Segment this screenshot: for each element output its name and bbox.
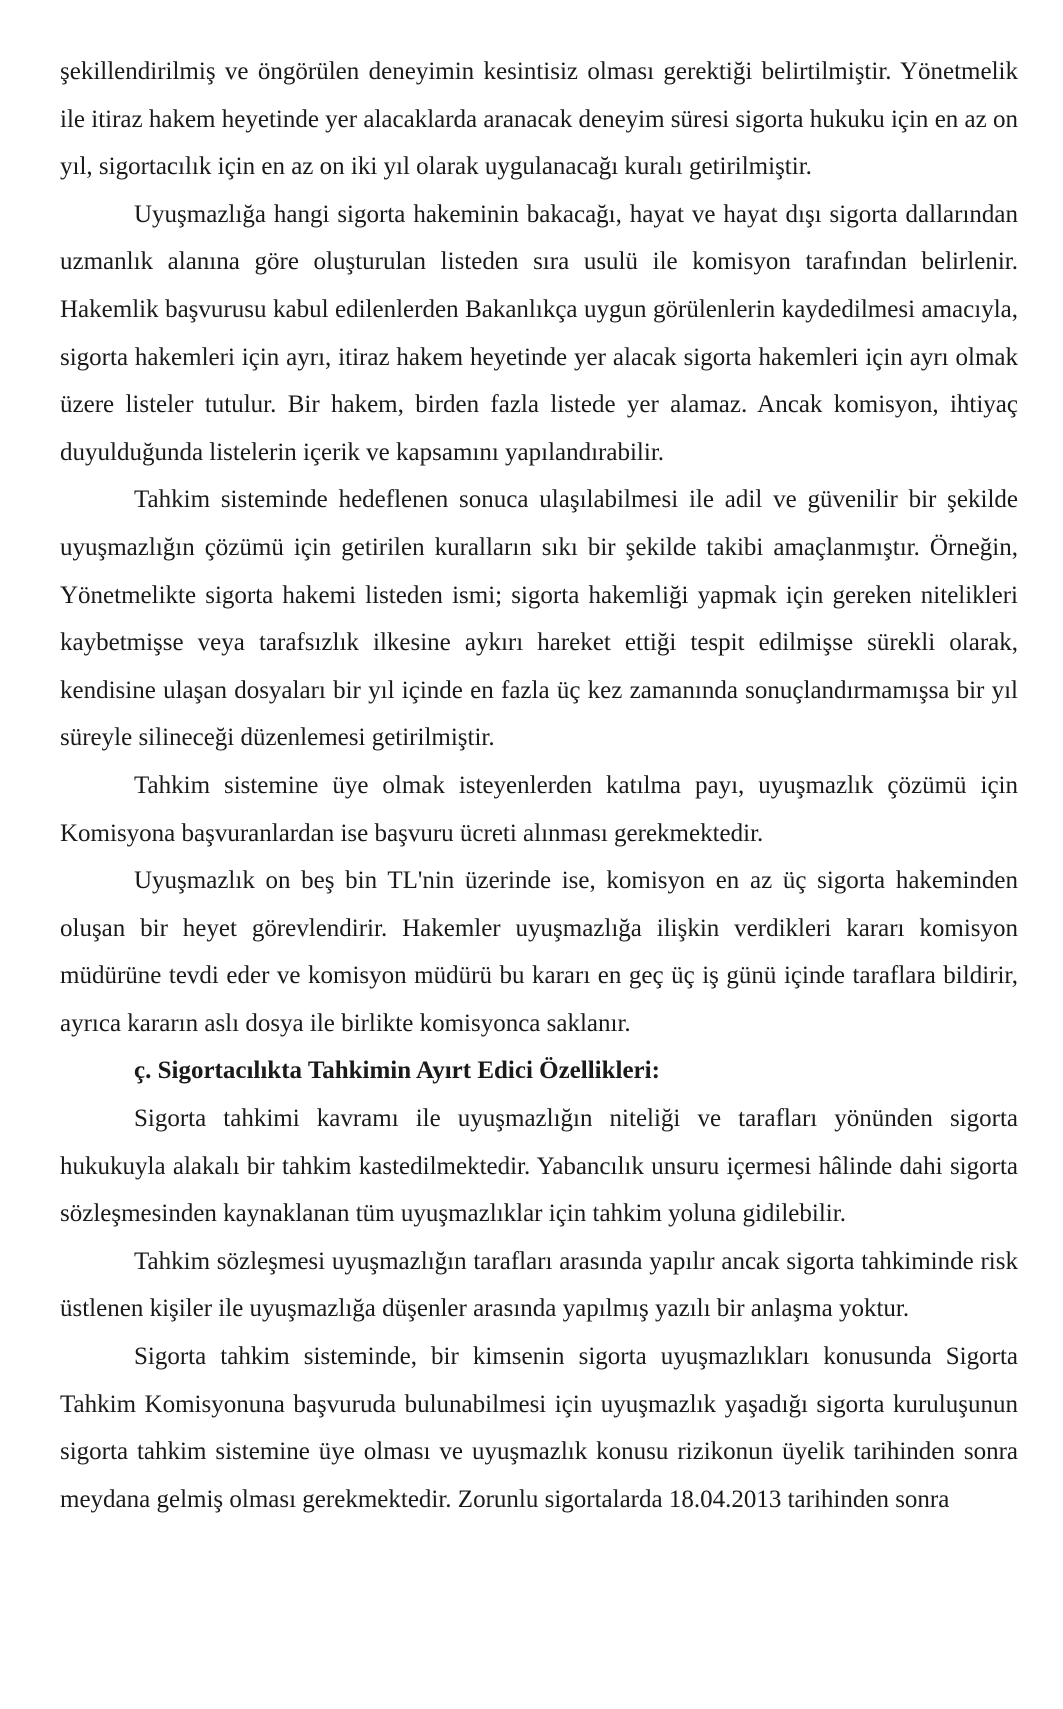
document-page	[60, 48, 1018, 1523]
paragraph-continuation: şekillendirilmiş ve öngörülen deneyimin kesintisiz olması gerektiği belirtilmiştir. Yönetmelik ile itiraz hakem heyetinde yer alacaklarda aranacak deneyim süresi sigorta hukuku için en az on yıl, sigortacılık için en az on iki yıl olarak uygulanacağı kuralı getirilmiştir.	[60, 58, 1018, 181]
paragraph-arbitrator-selection: Uyuşmazlığa hangi sigorta hakeminin bakacağı, hayat ve hayat dışı sigorta dallarından uzmanlık alanına göre oluşturulan listeden sıra usulü ile komisyon tarafından belirlenir. Hakemlik başvurusu kabul edilenlerden Bakanlıkça uygun görülenlerin kaydedilmesi amacıyla, sigorta hakemleri için ayrı, itiraz hakem heyetinde yer alacak sigorta hakemleri için ayrı olmak üzere listeler tutulur. Bir hakem, birden fazla listede yer alamaz. Ancak komisyon, ihtiyaç duyulduğunda listelerin içerik ve kapsamını yapılandırabilir.	[60, 200, 1018, 466]
paragraph-agreement: Tahkim sözleşmesi uyuşmazlığın tarafları arasında yapılır ancak sigorta tahkiminde risk üstlenen kişiler ile uyuşmazlığa düşenler arasında yapılmış yazılı bir anlaşma yoktur.	[60, 1247, 1018, 1323]
paragraph-concept: Sigorta tahkimi kavramı ile uyuşmazlığın niteliği ve tarafları yönünden sigorta hukukuyla alakalı bir tahkim kastedilmektedir. Yabancılık unsuru içermesi hâlinde dahi sigorta sözleşmesinden kaynaklanan tüm uyuşmazlıklar için tahkim yoluna gidilebilir.	[60, 1105, 1018, 1228]
paragraph-fees: Tahkim sistemine üye olmak isteyenlerden katılma payı, uyuşmazlık çözümü için Komisyona başvuranlardan ise başvuru ücreti alınması gerekmektedir.	[60, 771, 1018, 847]
paragraph-rules-enforcement: Tahkim sisteminde hedeflenen sonuca ulaşılabilmesi ile adil ve güvenilir bir şekilde uyuşmazlığın çözümü için getirilen kuralların sıkı bir şekilde takibi amaçlanmıştır. Örneğin, Yönetmelikte sigorta hakemi listeden ismi; sigorta hakemliği yapmak için gereken nitelikleri kaybetmişse veya tarafsızlık ilkesine aykırı hareket ettiği tespit edilmişse sürekli olarak, kendisine ulaşan dosyaları bir yıl içinde en fazla üç kez zamanında sonuçlandırmamışsa bir yıl süreyle silineceği düzenlemesi getirilmiştir.	[60, 486, 1018, 752]
paragraph-membership: Sigorta tahkim sisteminde, bir kimsenin sigorta uyuşmazlıkları konusunda Sigorta Tahkim Komisyonuna başvuruda bulunabilmesi için uyuşmazlık yaşadığı sigorta kuruluşunun sigorta tahkim sistemine üye olması ve uyuşmazlık konusu rizikonun üyelik tarihinden sonra meydana gelmiş olması gerekmektedir. Zorunlu sigortalarda 18.04.2013 tarihinden sonra	[60, 1343, 1018, 1513]
paragraph-panel: Uyuşmazlık on beş bin TL'nin üzerinde ise, komisyon en az üç sigorta hakeminden oluşan bir heyet görevlendirir. Hakemler uyuşmazlığa ilişkin verdikleri kararı komisyon müdürüne tevdi eder ve komisyon müdürü bu kararı en geç üç iş günü içinde taraflara bildirir, ayrıca kararın aslı dosya ile birlikte komisyonca saklanır.	[60, 867, 1018, 1037]
section-heading: ç. Sigortacılıkta Tahkimin Ayırt Edici Özellikleri:	[134, 1057, 660, 1085]
